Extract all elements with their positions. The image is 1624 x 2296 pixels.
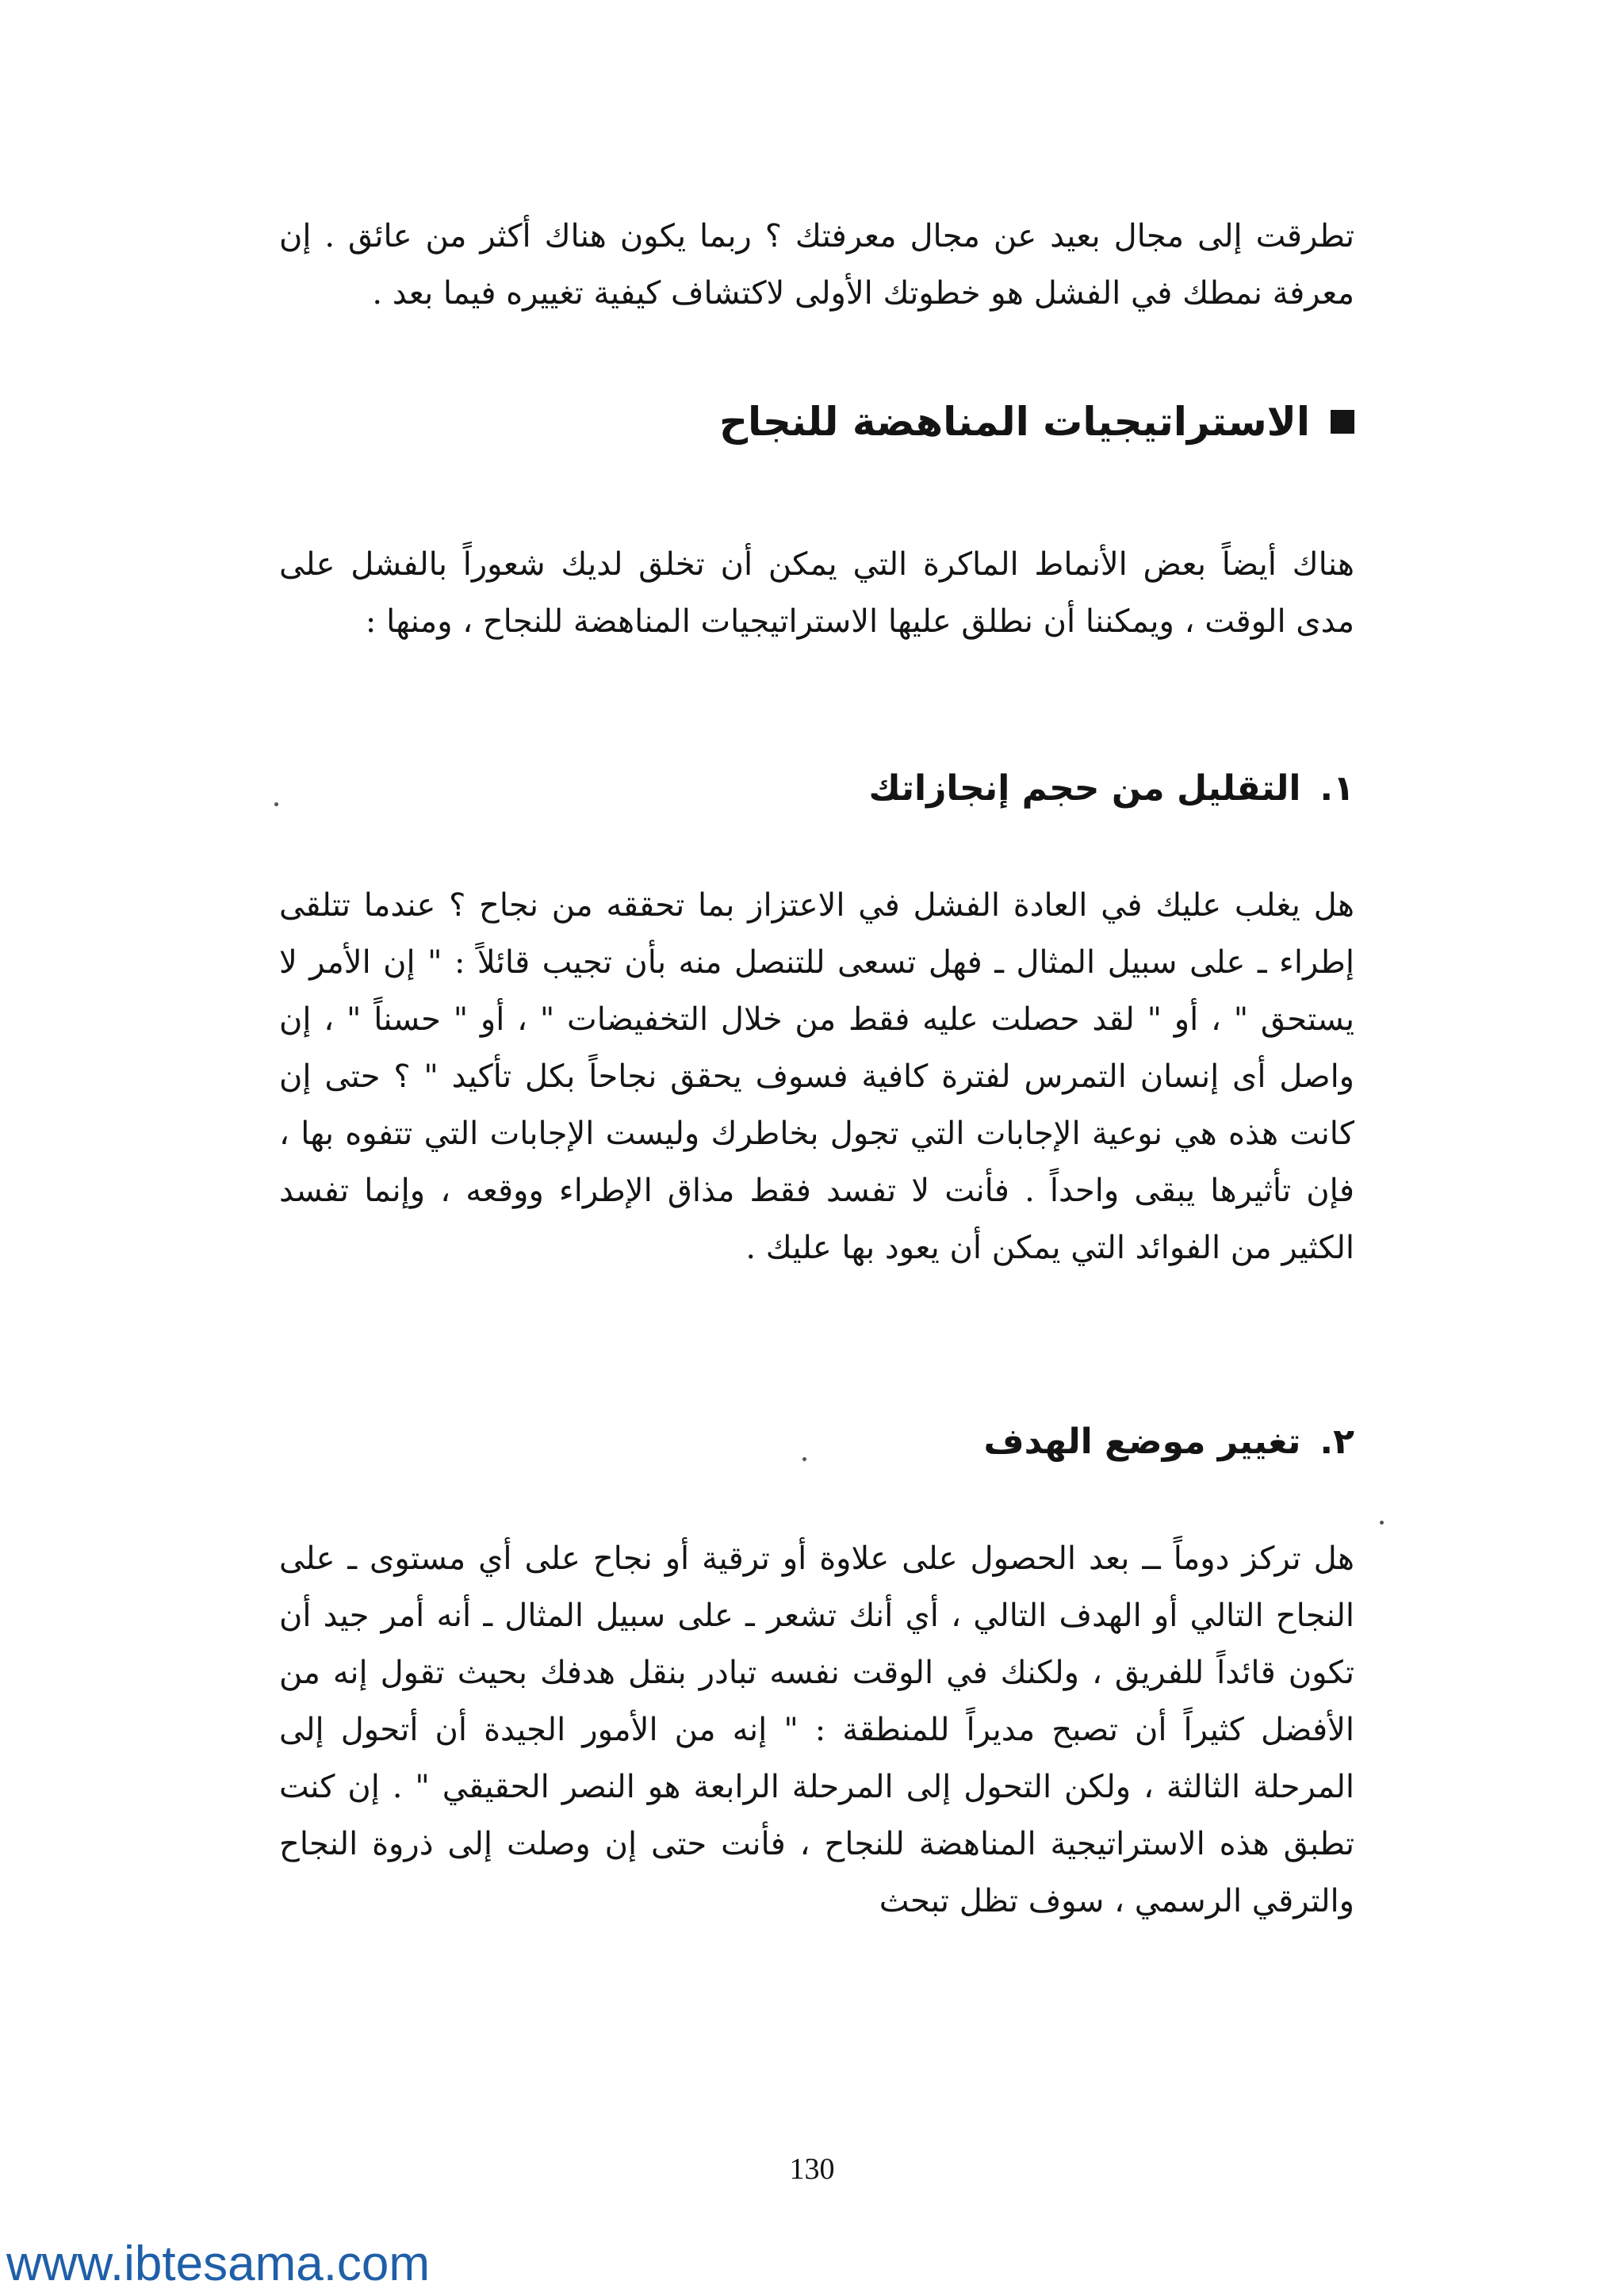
- subsection-title: التقليل من حجم إنجازاتك: [868, 768, 1301, 809]
- page-number: 130: [789, 2152, 835, 2186]
- subsection-number: ١.: [1320, 768, 1354, 809]
- section-heading-text: الاستراتيجيات المناهضة للنجاح: [719, 399, 1310, 445]
- watermark-url[interactable]: www.ibtesama.com: [6, 2237, 431, 2291]
- intro-paragraph: تطرقت إلى مجال بعيد عن مجال معرفتك ؟ ربما يكون هناك أكثر من عائق . إن معرفة نمطك في الفشل هو خطوتك الأولى لاكتشاف كيفية تغييره فيما بعد .: [279, 218, 1354, 312]
- scan-speck: [802, 1457, 806, 1461]
- section-heading: [719, 393, 1354, 450]
- scan-speck: [1380, 1521, 1384, 1525]
- subsection-number: ٢.: [1320, 1422, 1354, 1462]
- square-bullet-icon: [1331, 410, 1354, 434]
- subsection-heading-2: [984, 1414, 1354, 1470]
- scan-speck: [274, 802, 278, 806]
- subsection-title: تغيير موضع الهدف: [983, 1422, 1301, 1462]
- subsection-heading-1: [869, 761, 1354, 817]
- subsection-paragraph-2: هل تركز دوماً ــ بعد الحصول على علاوة أو ترقية أو نجاح على أي مستوى ـ على النجاح التالي أو الهدف التالي ، أي أنك تشعر ـ على سبيل المثال ـ أنه أمر جيد أن تكون قائداً للفريق ، ولكنك في الوقت نفسه تبادر بنقل هدفك بحيث تقول إنه من الأفضل كثيراً أن تصبح مديراً للمنطقة : " إنه من الأمور الجيدة أن أتحول إلى المرحلة الثالثة ، ولكن التحول إلى المرحلة الرابعة هو النصر الحقيقي " . إن كنت تطبق هذه الاستراتيجية المناهضة للنجاح ، فأنت حتى إن وصلت إلى ذروة النجاح والترقي الرسمي ، سوف تظل تبحث: [279, 1540, 1354, 1919]
- section-paragraph: هناك أيضاً بعض الأنماط الماكرة التي يمكن أن تخلق لديك شعوراً بالفشل على مدى الوقت ، ويمكننا أن نطلق عليها الاستراتيجيات المناهضة للنجاح ، ومنها :: [279, 546, 1354, 640]
- subsection-paragraph-1: هل يغلب عليك في العادة الفشل في الاعتزاز بما تحققه من نجاح ؟ عندما تتلقى إطراء ـ على سبيل المثال ـ فهل تسعى للتنصل منه بأن تجيب قائلاً : " إن الأمر لا يستحق " ، أو " لقد حصلت عليه فقط من خلال التخفيضات " ، أو " حسناً " ، إن واصل أى إنسان التمرس لفترة كافية فسوف يحقق نجاحاً بكل تأكيد " ؟ حتى إن كانت هذه هي نوعية الإجابات التي تجول بخاطرك وليست الإجابات التي تتفوه بها ، فإن تأثيرها يبقى واحداً . فأنت لا تفسد فقط مذاق الإطراء ووقعه ، وإنما تفسد الكثير من الفوائد التي يمكن أن يعود بها عليك .: [279, 887, 1355, 1266]
